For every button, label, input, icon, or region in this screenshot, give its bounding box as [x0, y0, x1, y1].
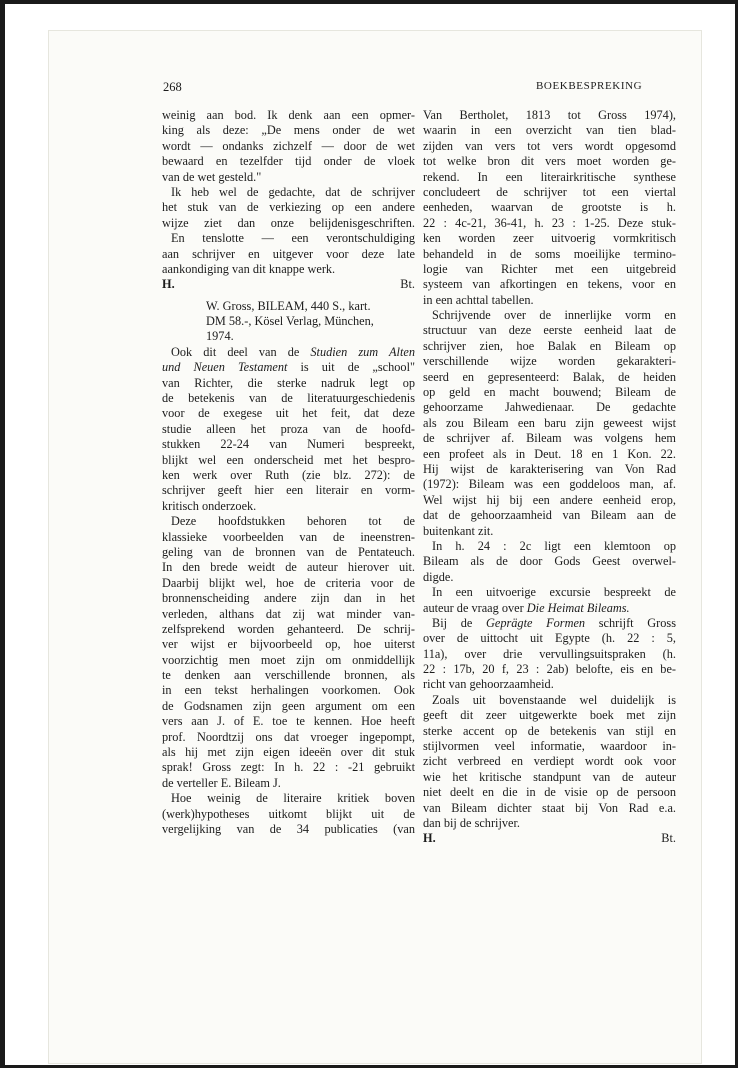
text-line: In een uitvoerige excursie bespreekt de: [432, 585, 676, 600]
running-head: BOEKBESPREKING: [536, 80, 643, 92]
text-line: bewaard en tezelfder tijd onder de vloek: [162, 154, 415, 169]
text-line: eenheden, waarvan de grootste is h.: [423, 200, 676, 215]
text-line: zijden van vers tot vers wordt opgesomd: [423, 138, 676, 153]
text-line: Wel wijst hij bij een andere eenheid erop,: [423, 492, 676, 507]
text-line: verleden, althans dat zij wat minder van-: [162, 606, 415, 621]
page-number: 268: [163, 80, 182, 94]
paragraph-intro-line-2: und Neuen Testament is uit de „school": [162, 360, 415, 375]
text-line: En tenslotte — een verontschuldiging: [171, 231, 415, 246]
text-line: tot welke bron dit vers moet worden ge-: [423, 154, 676, 169]
text-line: de schrijver af. Bileam was volgens hem: [423, 431, 676, 446]
text-line: ken worden zeer uitvoerig vormkritisch: [423, 231, 676, 246]
book-reference-line: DM 58.-, Kösel Verlag, München,: [206, 314, 374, 329]
text-line: de Godsnamen zijn geen argument om een: [162, 698, 415, 713]
text-line: als zou Bileam een baru zijn geweest wijst: [423, 415, 676, 430]
text-line: over de uittocht uit Egypte (h. 22 : 5,: [423, 631, 676, 646]
text-line: van Bileam dichter staat bij Von Rad e.a.: [423, 800, 676, 815]
text-line: als hij met zijn eigen ideeën over dit stuk: [162, 745, 415, 760]
text-line: de betekenis van de literatuurgeschiedenis: [162, 391, 415, 406]
text-line: van Richter, die sterke nadruk legt op: [162, 375, 415, 390]
text-line: dan bij de schrijver.: [423, 815, 520, 830]
text-line: te denken aan verschillende bronnen, als: [162, 668, 415, 683]
text-line: aankondiging van dit knappe werk.: [162, 261, 336, 276]
text-line: schrijver geeft hier een literair en vorm-: [162, 483, 415, 498]
text-line: blijkt wel een onderscheid met het bespro-: [162, 452, 415, 467]
text-line: (werk)hypotheses uitkomt blijkt uit de: [162, 806, 415, 821]
text-line: voor de exegese uit het feit, dat deze: [162, 406, 415, 421]
text-line: geeft dit zeer uitgewerkte boek met zijn: [423, 708, 676, 723]
signature-1: [162, 277, 415, 292]
signature-2-initials: Bt.: [661, 831, 676, 846]
text-line: een profeet als in Deut. 18 en 1 Kon. 22.: [423, 446, 676, 461]
text-line: niet deelt en die in de visie op de persoon: [423, 785, 676, 800]
paragraph-intro-line: Ook dit deel van de Studien zum Alten: [171, 344, 415, 359]
heimat-title: Die Heimat Bileams.: [526, 600, 630, 615]
text-line: digde.: [423, 569, 454, 584]
text-line: klassieke voorbeelden van de ineenstren-: [162, 529, 415, 544]
text-line: schrijver zien, hoe Balak en Bileam op: [423, 338, 676, 353]
text-line: waarin in een overzicht van tien blad-: [423, 123, 676, 138]
text-line: studie alleen het proza van de hoofd-: [162, 421, 415, 436]
text-line: In den brede weidt de auteur hierover uit.: [162, 560, 415, 575]
scan-edge-top: [0, 0, 738, 4]
text-line: richt van gehoorzaamheid.: [423, 677, 554, 692]
excursie-line: auteur de vraag over Die Heimat Bileams.: [423, 600, 630, 615]
text-line: in een tekst herhalingen voorkomen. Ook: [162, 683, 415, 698]
text-line: 22 : 17b, 20 f, 23 : 2ab) belofte, eis en be-: [423, 662, 676, 677]
gepragte-title: Geprägte Formen: [486, 615, 586, 630]
book-reference-line: W. Gross, BILEAM, 440 S., kart.: [206, 298, 371, 313]
text-line: kritisch onderzoek.: [162, 498, 257, 513]
signature-1-name: H.: [162, 277, 175, 292]
text-line: op geld en macht bouwend; Bileam de: [423, 385, 676, 400]
text-line: vergelijking van de 34 publicaties (van: [162, 821, 415, 836]
text-line: systeem van afkortingen en tekens, voor en: [423, 277, 676, 292]
series-title-part-2: und Neuen Testament: [162, 360, 288, 375]
text-line: weinig aan bod. Ik denk aan een opmer-: [162, 108, 415, 122]
text-line: in een achttal tabellen.: [423, 292, 534, 307]
text-line: dat de gehoorzaamheid van Bileam aan de: [423, 508, 676, 523]
text-line: gehoorzame Jahwedienaar. De gedachte: [423, 400, 676, 415]
text-line: structuur van deze eerste eenheid laat de: [423, 323, 676, 338]
text-line: prof. Noordtzij ons dat vroeger ingepompt,: [162, 729, 415, 744]
left-paragraphs-b: [162, 376, 415, 838]
scan-edge-left: [0, 0, 5, 1068]
text-line: wijze ziet dan onze belijdenisgeschriften.: [162, 215, 415, 230]
text-line: de verteller E. Bileam J.: [162, 775, 281, 790]
gepragte-line: Bij de Geprägte Formen schrijft Gross: [432, 615, 676, 630]
text-line: wie het kritische standpunt van de auteur: [423, 769, 676, 784]
text-line: logie van Richter met een uitgebreid: [423, 261, 676, 276]
text-line: sterke accent op de betekenis van stijl en: [423, 723, 676, 738]
right-column: [423, 108, 676, 847]
text-line: geling van de bronnen van de Pentateuch.: [162, 544, 415, 559]
text-line: verschillende wijze worden gekarakteri-: [423, 354, 676, 369]
text-line: voorzichtig men moet zijn om onmiddellijk: [162, 652, 415, 667]
text-line: rekend. In een literairkritische synthese: [423, 169, 676, 184]
left-paragraphs-a: [162, 108, 415, 277]
text-line: vers aan J. of E. toe te kennen. Hoe heeft: [162, 714, 415, 729]
text-line: seerd en gepresenteerd: Balak, de heiden: [423, 369, 676, 384]
right-paragraphs-a: [423, 108, 676, 601]
book-reference-line: 1974.: [206, 329, 234, 344]
text-line: 11a), over drie vervullingsuitspraken (h.: [423, 646, 676, 661]
text-line: het stuk van de verkiezing op een andere: [162, 200, 415, 215]
text-line: zelfsprekend worden gehanteerd. De schrij-: [162, 621, 415, 636]
text-line: ver wijst er bijvoorbeeld op, hoe uiterst: [162, 637, 415, 652]
text-line: Hij wijst de karakterisering van Von Rad: [423, 461, 676, 476]
text-line: bronnenscheiding andere zijn dan in het: [162, 591, 415, 606]
text-line: stijlvormen veel informatie, waardoor in-: [423, 739, 676, 754]
text-line: ken werk over Ruth (zie blz. 272): de: [162, 467, 415, 482]
text-line: king als deze: „De mens onder de wet: [162, 123, 415, 138]
text-line: 22 : 4c-21, 36-41, h. 23 : 1-25. Deze stuk-: [423, 215, 676, 230]
signature-1-initials: Bt.: [400, 277, 415, 292]
text-line: behandeld in de soms moeilijke termino-: [423, 246, 676, 261]
text-line: Zoals uit bovenstaande wel duidelijk is: [432, 692, 676, 707]
text-line: wordt — ondanks zichzelf — door de wet: [162, 138, 415, 153]
text-line: van de wet gesteld.": [162, 169, 262, 184]
text-line: Hoe weinig de literaire kritiek boven: [171, 791, 415, 806]
left-column: [162, 108, 415, 837]
text-line: Bileam als de door Gods Geest overwel-: [423, 554, 676, 569]
book-reference: [162, 299, 415, 345]
text-line: aan schrijver en uitgever voor deze late: [162, 246, 415, 261]
signature-2-name: H.: [423, 831, 436, 846]
text-line: sprak! Gross zegt: In h. 22 : -21 gebruikt: [162, 760, 415, 775]
text-line: In h. 24 : 2c ligt een klemtoon op: [432, 538, 676, 553]
signature-2: [423, 831, 676, 846]
text-line: concludeert de schrijver tot een viertal: [423, 184, 676, 199]
text-line: (1972): Bileam was een goddeloos man, af.: [423, 477, 676, 492]
text-line: stukken 22-24 van Numeri bespreekt,: [162, 437, 415, 452]
text-line: Schrijvende over de innerlijke vorm en: [432, 308, 676, 323]
text-line: buitenkant zit.: [423, 523, 494, 538]
text-line: Daarbij blijkt wel, hoe de criteria voor de: [162, 575, 415, 590]
text-line: Van Bertholet, 1813 tot Gross 1974),: [423, 108, 676, 122]
text-line: Deze hoofdstukken behoren tot de: [171, 514, 415, 529]
text-line: zicht verbreed en verdiept wordt ook voor: [423, 754, 676, 769]
text-line: Ik heb wel de gedachte, dat de schrijver: [171, 184, 415, 199]
series-title-part-1: Studien zum Alten: [310, 344, 415, 359]
right-paragraphs-b: [423, 631, 676, 831]
